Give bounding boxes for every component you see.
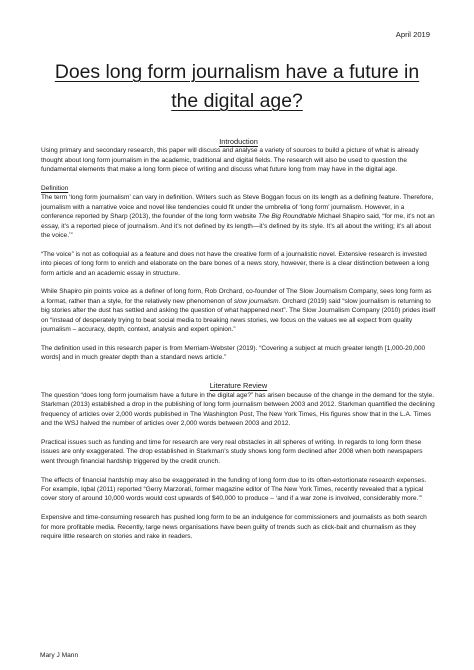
definition-p3-italic: slow journalism — [233, 297, 279, 305]
page-title: Does long form journalism have a future in the digital age? — [54, 61, 420, 112]
definition-paragraph-4: The definition used in this research paper is from Merriam-Webster (2019). “Covering a subject at much greater length [1,000-20,000 words] and in much greater depth than a standard news article.” — [41, 344, 426, 362]
literature-paragraph-4: Expensive and time-consuming research has pushed long form to be an indulgence for commissioners and journalists as both search for more profitable media. Recently, large news organisations have been guilty of trends such as click-bait and churnalism as they require little research on stories and rake in readers. — [41, 514, 427, 540]
introduction-paragraph: Using primary and secondary research, this paper will discuss and analyse a variety of sources to build a picture of what is already thought about long form journalism in the academic, traditional and digital fields. The research will also be used to question the fundamental elements that make a long form piece of writing and discuss what future long from may have in the digital age. — [41, 147, 419, 174]
document-body — [41, 137, 436, 541]
definition-p1-text-a: The term ‘long form journalism’ can vary in definition. Writers such as Steve Boggan focus on its length as a defining feature. Therefore, journalism with a narrative voice and novel like tendencies could fit under the umbrella of ‘long form’ journalism. However, in a conference reported by Sharp (2013), the founder of the long form website — [41, 194, 434, 221]
definition-heading: Definition — [41, 185, 69, 193]
literature-paragraph-3: The effects of financial hardship may also be exaggerated in the funding of long form due to its often-extortionate research expenses. For example, Iqbal (2011) reported “Gerry Marzorati, former magazine editor of The New York Times, recently revealed that a typical cover story of around 10,000 words would cost upwards of $40,000 to produce – ‘and if a war zone is involved, considerably more.’” — [41, 476, 427, 503]
definition-paragraph-3 — [41, 287, 436, 334]
literature-review-heading: Literature Review — [209, 381, 268, 391]
definition-p3-text-a: While Shapiro pin points voice as a definer of long form, Rob Orchard, co-founder of The Slow Journalism Company, sees long form as a format, rather than a style, for the relatively new phenomenon of — [41, 288, 432, 305]
definition-paragraph-2: “The voice” is not as colloquial as a feature and does not have the creative form of a journalistic novel. Extensive research is invested into pieces of long form to enrich and elaborate on the bare bones of a news story, however, there is a clear distinction between a long form article and an academic essay in structure. — [41, 250, 430, 277]
definition-p1-text-b: Michael Shapiro said, “for me, it’s not an essay, it’s a reported piece of journalism. And it’s not defined by its length—it’s defined by its style. It’s all about the writing; it’s all about the voice.’” — [41, 213, 435, 240]
definition-p3-text-b: . Orchard (2019) said “slow journalism is returning to big stories after the dust has settled and asking the question of what happened next”. The Slow Journalism Company (2010) prides itself on “instead of desperately trying to beat social media to breaking news stories, we focus on the values we all expect from quality journalism – accuracy, depth, context, analysis and expert opinion.” — [41, 297, 436, 334]
literature-paragraph-1: The question “does long form journalism have a future in the digital age?” has arisen because of the change in the demand for the style. Starkman (2013) established a drop in the publishing of long form journalism between 2003 and 2012. Starkman quantified the declining frequency of articles over 2,000 words published in The Washington Post, The New York Times, His figures show that in the L.A. Times and the WSJ halved the number of articles over 2,000 words between 2003 and 2012. — [41, 391, 435, 428]
definition-paragraph-1 — [41, 193, 436, 240]
literature-paragraph-2: Practical issues such as funding and time for research are very real obstacles in all spheres of writing. In regards to long form these issues are only exaggerated. The drop established in Starkman’s study shows long form declined after 2008 when both newspapers went through financial hardship triggered by the credit crunch. — [41, 438, 423, 465]
definition-p1-italic: The Big Roundtable — [258, 213, 317, 221]
author-footer: Mary J Mann — [40, 652, 79, 659]
introduction-heading: Introduction — [219, 137, 258, 146]
date-label: April 2019 — [395, 30, 430, 39]
